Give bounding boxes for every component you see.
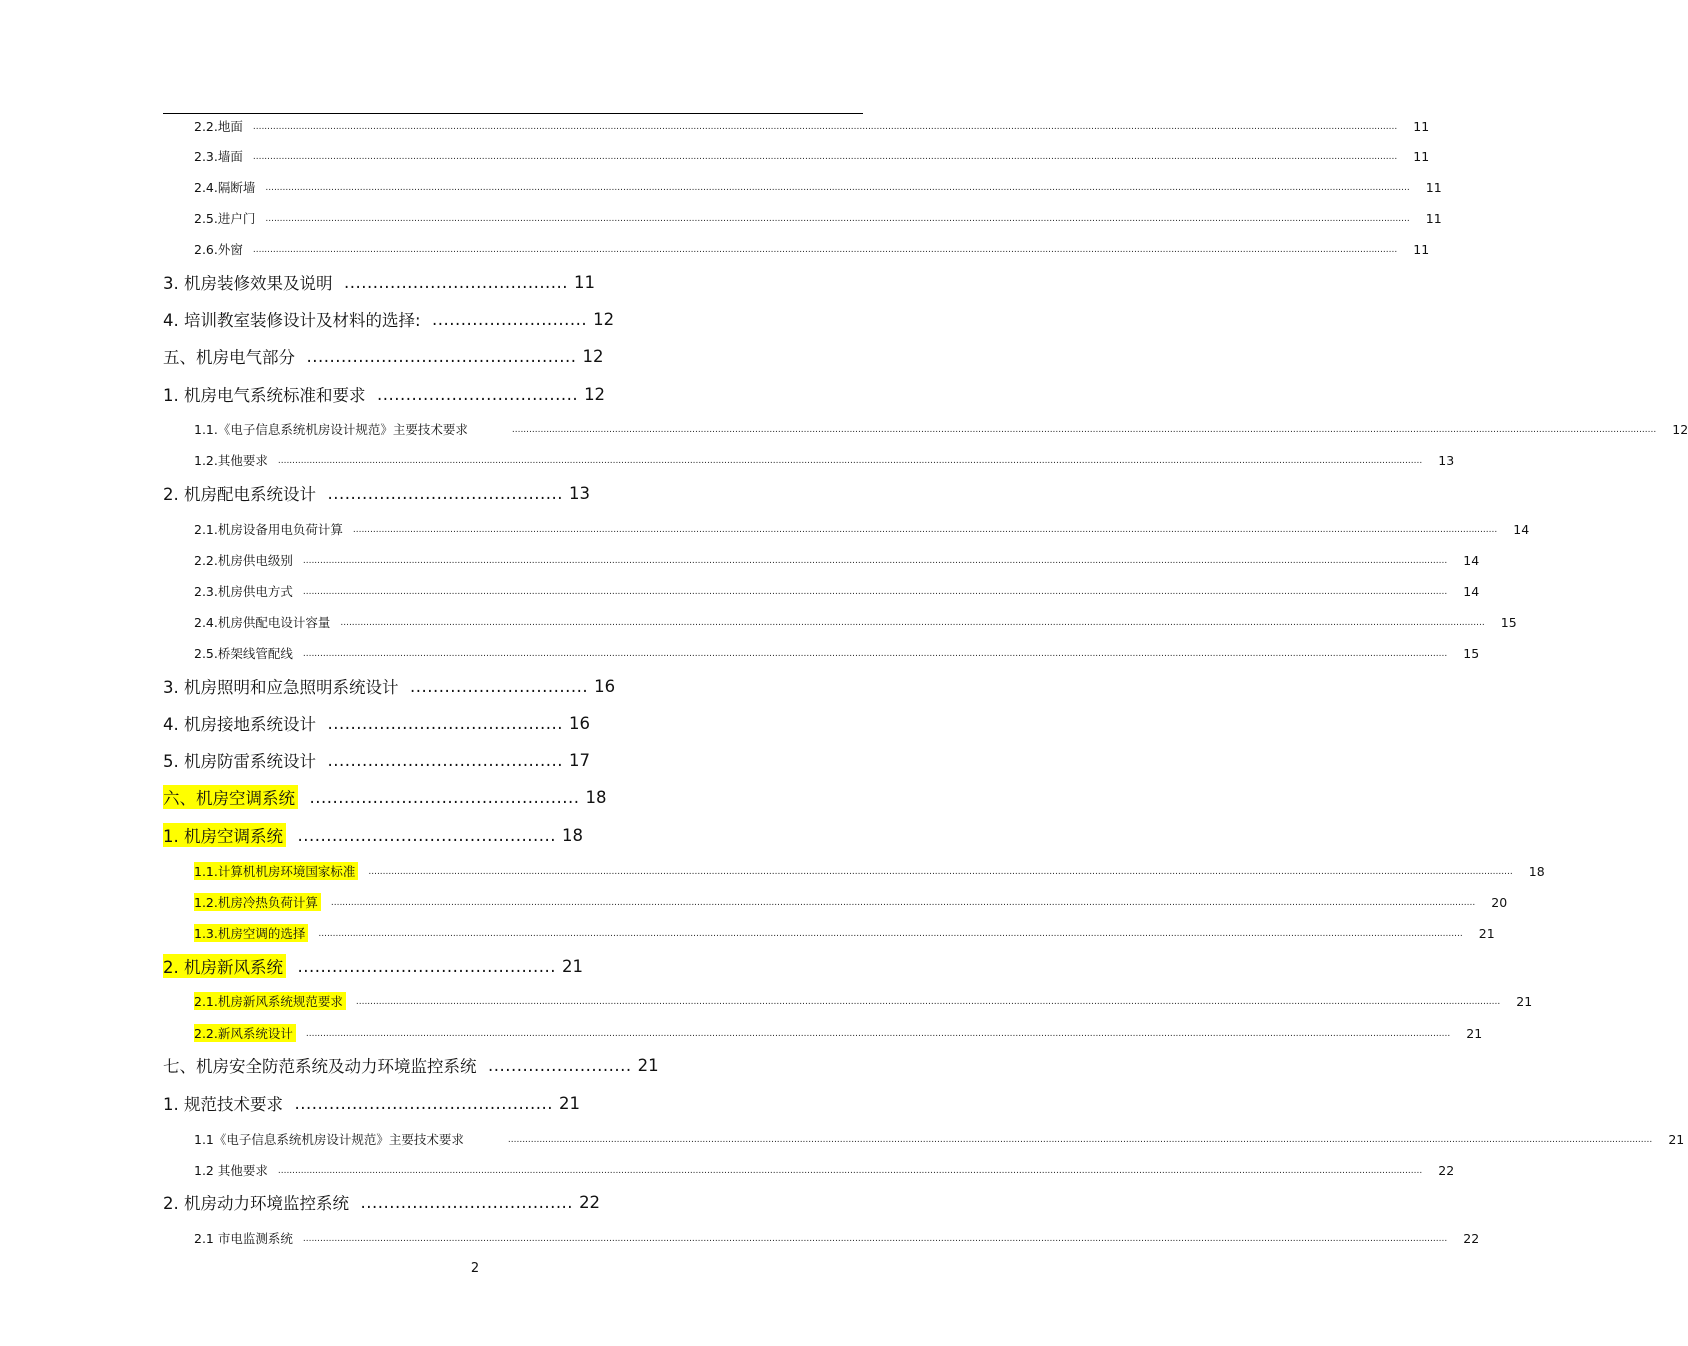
- toc-entry[interactable]: [163, 1052, 659, 1078]
- toc-dot-leader: ................................................................................................................................................................................................................................................................................................................................................................................................................: [265, 183, 1410, 193]
- toc-entry-label: 2.3.墙面: [194, 149, 243, 164]
- toc-entry[interactable]: [163, 822, 583, 848]
- toc-entry-label: 2.1.机房设备用电负荷计算: [194, 522, 343, 537]
- toc-dot-leader: ................................................................................................................................................................................................................................................................................................................................................................................................................: [318, 929, 1463, 939]
- toc-entry-page: 21: [562, 956, 584, 976]
- toc-entry-page: 12: [582, 346, 604, 366]
- toc-entry[interactable]: [194, 116, 1430, 136]
- toc-entry[interactable]: [194, 612, 1517, 632]
- toc-dot-leader: .............................................: [286, 956, 557, 976]
- toc-dot-leader: ................................................................................................................................................................................................................................................................................................................................................................................................................: [302, 587, 1448, 597]
- toc-entry-label: 3. 机房装修效果及说明: [163, 274, 333, 293]
- toc-dot-leader: ...........................: [420, 309, 588, 329]
- toc-entry-page: 22: [1438, 1162, 1455, 1178]
- toc-entry[interactable]: [163, 480, 590, 506]
- toc-entry-page: 13: [1438, 452, 1455, 468]
- toc-entry-page: 11: [1425, 210, 1442, 226]
- toc-entry[interactable]: [163, 343, 604, 369]
- toc-entry-label: 2.2.机房供电级别: [194, 553, 293, 568]
- toc-entry[interactable]: [194, 1023, 1483, 1043]
- toc-entry-label: 六、机房空调系统: [163, 785, 298, 809]
- toc-dot-leader: ................................................................................................................................................................................................................................................................................................................................................................................................................: [265, 214, 1410, 224]
- page-number: 2: [470, 1261, 480, 1276]
- toc-dot-leader: ...............................: [398, 676, 589, 696]
- toc-entry-label: 1.2.其他要求: [194, 453, 268, 468]
- toc-entry-label: 2.3.机房供电方式: [194, 584, 293, 599]
- toc-entry-label: 1.1.《电子信息系统机房设计规范》主要技术要求: [194, 422, 468, 437]
- toc-entry-page: 11: [1425, 179, 1442, 195]
- toc-entry-label: 2.4.机房供配电设计容量: [194, 615, 331, 630]
- toc-entry[interactable]: [194, 1129, 1685, 1149]
- toc-dot-leader: .........................................: [316, 750, 564, 770]
- toc-entry-page: 14: [1513, 521, 1530, 537]
- toc-entry-page: 21: [637, 1055, 659, 1075]
- toc-entry[interactable]: [194, 923, 1495, 943]
- toc-entry-label: 2. 机房配电系统设计: [163, 485, 316, 504]
- toc-dot-leader: .............................................: [283, 1093, 554, 1113]
- toc-entry-page: 11: [574, 272, 596, 292]
- toc-entry[interactable]: [194, 146, 1430, 166]
- toc-entry[interactable]: [194, 643, 1480, 663]
- toc-dot-leader: ................................................................................................................................................................................................................................................................................................................................................................................................................: [302, 556, 1448, 566]
- toc-entry[interactable]: [194, 519, 1530, 539]
- toc-entry-page: 15: [1463, 645, 1480, 661]
- toc-entry-label: 2.2.地面: [194, 119, 243, 134]
- toc-entry-page: 20: [1491, 894, 1508, 910]
- toc-entry-page: 16: [569, 713, 591, 733]
- toc-entry-page: 22: [579, 1192, 601, 1212]
- toc-dot-leader: ................................................................................................................................................................................................................................................................................................................................................................................................................: [330, 898, 1476, 908]
- toc-dot-leader: ................................................................................................................................................................................................................................................................................................................................................................................................................: [355, 997, 1501, 1007]
- toc-entry-page: 21: [1668, 1131, 1685, 1147]
- toc-dot-leader: ................................................................................................................................................................................................................................................................................................................................................................................................................: [277, 1166, 1423, 1176]
- toc-entry-page: 18: [585, 787, 607, 807]
- toc-dot-leader: ...................................: [365, 384, 579, 404]
- toc-entry[interactable]: [194, 239, 1430, 259]
- toc-entry[interactable]: [163, 673, 615, 699]
- toc-entry-label: 2.1 市电监测系统: [194, 1231, 293, 1246]
- toc-entry-label: 2. 机房动力环境监控系统: [163, 1194, 349, 1213]
- toc-entry-label: 七、机房安全防范系统及动力环境监控系统: [163, 1057, 477, 1076]
- toc-entry-page: 12: [593, 309, 615, 329]
- toc-entry-label: 5. 机房防雷系统设计: [163, 752, 316, 771]
- toc-entry-label: 4. 培训教室装修设计及材料的选择:: [163, 311, 421, 330]
- toc-entry[interactable]: [163, 306, 614, 332]
- toc-entry[interactable]: [163, 710, 590, 736]
- toc-entry-label: 2.5.进户门: [194, 211, 256, 226]
- toc-dot-leader: ...............................................: [298, 787, 580, 807]
- toc-entry-page: 12: [1672, 421, 1688, 437]
- header-rule: [163, 113, 863, 114]
- toc-entry-page: 22: [1463, 1230, 1480, 1246]
- toc-entry-page: 18: [1528, 863, 1545, 879]
- toc-dot-leader: .....................................: [349, 1192, 574, 1212]
- toc-dot-leader: .............................................: [286, 825, 557, 845]
- toc-entry-page: 16: [594, 676, 616, 696]
- toc-entry[interactable]: [163, 381, 605, 407]
- toc-dot-leader: ................................................................................................................................................................................................................................................................................................................................................................................................................: [305, 1029, 1451, 1039]
- toc-entry-page: 21: [1516, 993, 1533, 1009]
- toc-entry[interactable]: [163, 747, 590, 773]
- toc-entry-label: 4. 机房接地系统设计: [163, 715, 316, 734]
- toc-entry[interactable]: [194, 450, 1455, 470]
- toc-entry-label: 1. 机房电气系统标准和要求: [163, 386, 366, 405]
- toc-dot-leader: ................................................................................................................................................................................................................................................................................................................................................................................................................: [252, 245, 1398, 255]
- toc-entry[interactable]: [163, 784, 607, 810]
- toc-entry-label: 2.1.机房新风系统规范要求: [194, 992, 346, 1010]
- toc-dot-leader: ................................................................................................................................................................................................................................................................................................................................................................................................................: [368, 867, 1513, 877]
- toc-dot-leader: ...............................................: [295, 346, 577, 366]
- toc-entry-label: 2. 机房新风系统: [163, 954, 286, 978]
- toc-entry-label: 2.4.隔断墙: [194, 180, 256, 195]
- toc-entry-page: 11: [1413, 148, 1430, 164]
- toc-dot-leader: ................................................................................................................................................................................................................................................................................................................................................................................................................: [252, 152, 1398, 162]
- toc-entry[interactable]: [194, 861, 1545, 881]
- toc-entry[interactable]: [163, 953, 583, 979]
- toc-entry-label: 2.6.外窗: [194, 242, 243, 257]
- toc-entry[interactable]: [194, 208, 1442, 228]
- toc-entry-label: 2.2.新风系统设计: [194, 1024, 296, 1042]
- toc-entry-label: 1. 机房空调系统: [163, 823, 286, 847]
- toc-entry-label: 1.2.机房冷热负荷计算: [194, 893, 321, 911]
- toc-dot-leader: ................................................................................................................................................................................................................................................................................................................................................................................................................: [507, 1135, 1653, 1145]
- toc-entry-page: 14: [1463, 583, 1480, 599]
- toc-entry-page: 21: [1478, 925, 1495, 941]
- toc-dot-leader: ................................................................................................................................................................................................................................................................................................................................................................................................................: [252, 122, 1398, 132]
- toc-entry[interactable]: [194, 419, 1688, 439]
- toc-entry-page: 15: [1500, 614, 1517, 630]
- toc-dot-leader: .........................: [476, 1055, 632, 1075]
- toc-entry-label: 3. 机房照明和应急照明系统设计: [163, 678, 399, 697]
- toc-entry-page: 11: [1413, 118, 1430, 134]
- toc-entry[interactable]: [194, 892, 1508, 912]
- toc-entry-page: 17: [569, 750, 591, 770]
- toc-entry-page: 18: [562, 825, 584, 845]
- toc-dot-leader: ................................................................................................................................................................................................................................................................................................................................................................................................................: [340, 618, 1485, 628]
- toc-dot-leader: .........................................: [316, 483, 564, 503]
- toc-entry-page: 21: [1466, 1025, 1483, 1041]
- toc-entry-page: 13: [569, 483, 591, 503]
- toc-dot-leader: ................................................................................................................................................................................................................................................................................................................................................................................................................: [302, 1234, 1448, 1244]
- toc-entry[interactable]: [163, 1189, 600, 1215]
- toc-entry-label: 2.5.桥架线管配线: [194, 646, 293, 661]
- toc-entry-label: 1. 规范技术要求: [163, 1095, 283, 1114]
- toc-entry-label: 1.2 其他要求: [194, 1163, 268, 1178]
- toc-entry[interactable]: [194, 581, 1480, 601]
- toc-dot-leader: ................................................................................................................................................................................................................................................................................................................................................................................................................: [277, 456, 1423, 466]
- toc-entry-page: 14: [1463, 552, 1480, 568]
- toc-entry[interactable]: [194, 177, 1442, 197]
- toc-entry-label: 1.3.机房空调的选择: [194, 924, 308, 942]
- toc-dot-leader: .......................................: [332, 272, 569, 292]
- toc-entry[interactable]: [163, 1090, 580, 1116]
- toc-entry[interactable]: [194, 991, 1533, 1011]
- toc-entry-label: 1.1.计算机机房环境国家标准: [194, 862, 358, 880]
- toc-dot-leader: ................................................................................................................................................................................................................................................................................................................................................................................................................: [352, 525, 1498, 535]
- toc-entry[interactable]: [163, 269, 595, 295]
- toc-dot-leader: ................................................................................................................................................................................................................................................................................................................................................................................................................: [511, 425, 1657, 435]
- toc-entry[interactable]: [194, 1228, 1480, 1248]
- toc-entry-label: 1.1《电子信息系统机房设计规范》主要技术要求: [194, 1132, 464, 1147]
- toc-entry[interactable]: [194, 1160, 1455, 1180]
- toc-entry-page: 12: [584, 384, 606, 404]
- toc-dot-leader: ................................................................................................................................................................................................................................................................................................................................................................................................................: [302, 649, 1448, 659]
- toc-entry[interactable]: [194, 550, 1480, 570]
- toc-dot-leader: .........................................: [316, 713, 564, 733]
- toc-entry-page: 11: [1413, 241, 1430, 257]
- toc-entry-page: 21: [559, 1093, 581, 1113]
- toc-entry-label: 五、机房电气部分: [163, 348, 295, 367]
